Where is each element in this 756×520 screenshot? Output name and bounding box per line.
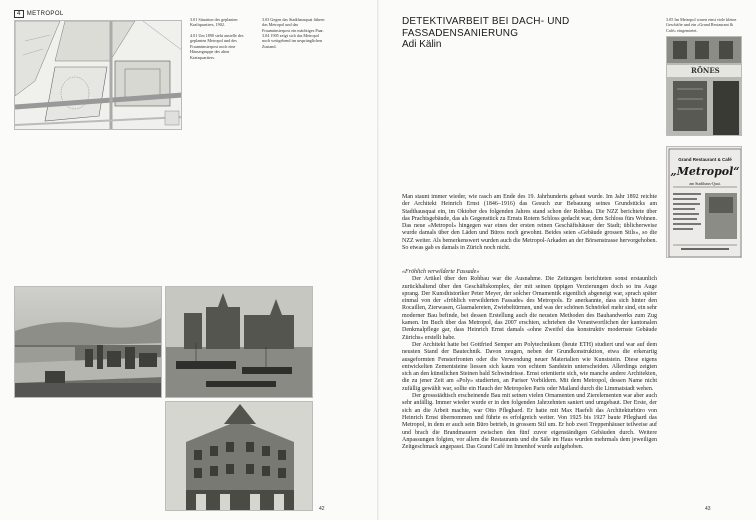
photo-city-panorama-image [15, 287, 162, 398]
page-number-right: 43 [705, 506, 711, 512]
site-plan-map [14, 20, 182, 130]
book-gutter [377, 0, 379, 520]
poster-sub: am Stadthaus-Quai. [689, 181, 721, 186]
caption-map-b [190, 33, 250, 60]
article-intro [402, 194, 657, 252]
caption-map-a [190, 17, 250, 28]
article-author: Adi Kälin [402, 39, 442, 50]
shop-sign-text: RÖNES [691, 66, 720, 75]
photo-quai-harbour-image [166, 287, 313, 398]
photo-shopfront [666, 36, 742, 136]
caption-map-b-text: 4.01 Um 1890 steht anstelle des geplanten Metropol und des Fraumünsterpost noch eine Häusergruppe des alten Kratzquartiers. [190, 33, 244, 60]
caption-map-d-text: 3.04 1905 zeigt sich das Metropol noch weitgehend im ursprünglichen Zustand. [262, 33, 323, 49]
photo-metropol-building-image [166, 402, 313, 511]
intro-paragraph: Man staunt immer wieder, wie rasch am Ende des 19. Jahrhunderts gebaut wurde. Im Jahr 1892 reichte der Architekt Heinrich Ernst (1846–1916) das Gesuch zur Bebauung seines Grundstücks am Stadthausquai ein, im Oktober des folgenden Jahres stand schon der Rohbau. Die NZZ berichtete über das Prachtsgebäude, das als Gegenstück zu Ernsts Rotem Schloss gedacht war, dem Schloss fürs Wohnen. Das neue «Metropol» hingegen war eines der ersten reinen Geschäftshäuser der Stadt; üblicherweise wurde damals über den Läden und Büros noch gewohnt. Beides seien «Gebäude grossen Stils», so die NZZ weiter. Als bemerkenswert wurden auch die Metropol-Arkaden an der Börsenstrasse hervorgehoben. So etwas gab es damals in Zürich noch nicht. [402, 194, 657, 252]
article-body [402, 269, 657, 451]
caption-map-d [262, 33, 326, 49]
photo-city-panorama [14, 286, 162, 398]
page-number-left: 42 [319, 506, 325, 512]
body-paragraph-3: Der grossstädtisch erscheinende Bau mit seinen vielen Ornamenten und Zierelementen war aber auch sehr anfällig. Immer wieder wurde er in den folgenden Jahrzehnten saniert und umgebaut. Der Erste, der sich an die Arbeit machte, war Otto Pfleghard. Er hatte mit Max Haefeli das Architekturbüro von Heinrich Ernst übernommen und führte es erfolgreich weiter. Von 1925 bis 1927 baute Pfleghard das Metropol, in dem er auch sein Büro betrieb, in grossem Stil um. Er hob zwei Treppenhäuser teilweise auf und brach die Brandmauern zwischen den fünf zuvor eigenständigen Gebäuden durch. Weitere Anpassungen folgten, vor allem die Restaurants und die Säle im Haus wurden mehrmals dem jeweiligen Zeitgeschmack angepasst. Das Grand Café im Innenhof wurde aufgehoben. [402, 393, 657, 451]
photo-shopfront-image [667, 37, 742, 136]
poster-name: „Metropol“ [670, 165, 740, 178]
advertisement-poster [666, 146, 742, 258]
poster-ornament [667, 147, 742, 258]
chapter-title: METROPOL [26, 11, 64, 17]
body-paragraph-2: Der Architekt hatte bei Gottfried Semper am Polytechnikum (heute ETH) studiert und war auf dem neusten Stand der Bautechnik. Davon zeugen, neben der Grundkonstruktion, etwa die erkerartig ausgeformten Fensterfronten oder die Verwendung neuer Materialien wie Kunststein. Diese eigens entwickelten Zementsteine liessen sich kaum von echtem Sandstein unterscheiden. Allerdings zeigten sich an den künstlichen Steinen bald Schwindrisse. Ernst orientierte sich, wie manche andere Architekten, die zu jener Zeit am «Poly» studierten, an Pariser Vorbildern. Mit dem Metropol, dessen Name nicht zufällig gewählt war, sollte ein Hauch der Metropolen Paris oder Mailand durch die Limmatstadt wehen. [402, 341, 657, 392]
running-header [14, 10, 64, 18]
caption-photo-right [666, 17, 742, 33]
caption-map-c-text: 3.03 Gegen das Stadthausquai führen das Metropol und das Fraumünsterpost ein mächtiges Paar. [262, 17, 325, 33]
photo-quai-harbour [165, 286, 313, 398]
caption-map-a-text: 3.01 Situation des geplanten Kraftquartiers, 1902. [190, 17, 238, 28]
chapter-number: 4 [14, 10, 24, 18]
section-subhead: «Fröhlich verwilderte Fassade» [402, 269, 480, 275]
article-title: DETEKTIVARBEIT BEI DACH- UND FASSADENSANIERUNG [402, 16, 570, 39]
site-plan-drawing [15, 21, 182, 130]
poster-top-line: Grand Restaurant & Café [678, 157, 732, 162]
caption-map-c [262, 17, 326, 33]
photo-metropol-building [165, 401, 313, 511]
body-paragraph-1: Der Artikel über den Rohbau war die Ausnahme. Die Zeitungen berichteten sonst erstaunlich zurückhaltend über den Geschäftskomplex, der mit seinen üppigen Verzierungen doch so ins Auge sprang. Der Kunsthistoriker Peter Meyer, der solcher Ornamentik eigentlich abgeneigt war, sprach später einmal von der «fröhlich verwilderten Fassade» des Metropols. Er anerkannte, dass sich hinter den Rocaillen, Zierwasen, Glasmalereien, Zwiebeltürmen, und was der schönen Schnörkel mehr sind, ein sehr moderner Bau befinde, bei dessen Erstellung auch die neusten Methoden des Bauhandwerks zum Zug kamen. Im Buch über das Metropol, das 2007 erschien, schrieben die Verantwortlichen der kantonalen Denkmalpflege gar, dass Heinrich Ernst damals «ohne Zweifel das konstruktiv modernste Gebäude Zürichs» erstellt habe. [402, 276, 657, 341]
caption-photo-right-text: 3.05 Im Metropol waren einst viele kleine Geschäfte und ein «Grand Restaurant & Café» eingemietet. [666, 17, 737, 33]
